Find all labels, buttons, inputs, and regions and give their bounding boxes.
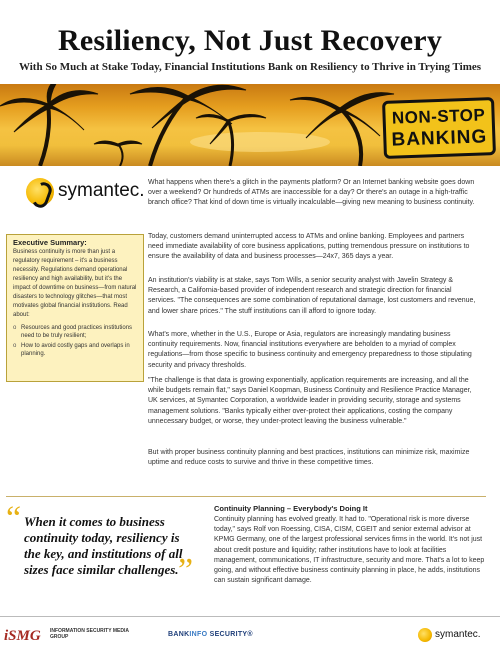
badge-line-1: NON-STOP bbox=[391, 105, 486, 128]
open-quote-icon: “ bbox=[6, 500, 22, 537]
article-paragraph: An institution's viability is at stake, says Tom Wills, a senior security analyst with Javelin Strategy & Research, a California-based provider of independent research and strategic direction for financial services. "The consequences are some combination of reputational damage, lost customers and revenue, and lower share prices." The stuff institutions can ill afford to ignore today. bbox=[148, 277, 476, 315]
executive-summary-heading: Executive Summary: bbox=[13, 238, 87, 247]
ismg-text: INFORMATION SECURITY MEDIA GROUP bbox=[50, 628, 129, 640]
footer bbox=[0, 616, 500, 644]
list-item: o Resources and good practices institutions need to be truly resilient; bbox=[13, 324, 137, 340]
section-paragraph: Continuity planning has evolved greatly. It had to. "Operational risk is more diverse today," says Rolf von Roessing, CISA, CISM, CGEIT and senior external advisor at KPMG Germany, one of the largest professional services firms in the world. It's not just about credit posture and liquidity; rather institutions have to look at facilities management, communications, IT infrastructure, security and more. That's a lot to keep going, and without effective business continuity planning in place, he adds, institutions can sustain significant damage. bbox=[214, 516, 485, 585]
pull-quote bbox=[6, 500, 202, 589]
article-paragraph: What happens when there's a glitch in the payments platform? Or an Internet banking website goes down over a weekend? Or hundreds of ATMs are inaccessible for a day? Or there's an outage in a high-traffic branch office? That kind of down time is virtually incalculable—giving new meaning to business continuity. bbox=[148, 179, 475, 207]
bank-info-security-logo bbox=[168, 631, 253, 638]
article-paragraph: What's more, whether in the U.S., Europe or Asia, regulators are increasingly mandating business continuity requirements. Now, financial institutions everywhere are beholden to a myriad of complex regulations—from those specific to business continuity and emergency preparedness to those stipulating security and privacy thresholds. bbox=[148, 331, 472, 369]
page-subtitle: With So Much at Stake Today, Financial Institutions Bank on Resiliency to Thrive in Trying Times bbox=[18, 61, 482, 73]
symantec-check-icon bbox=[418, 628, 432, 642]
footer-symantec-logo bbox=[418, 628, 498, 644]
badge-line-2: BANKING bbox=[391, 126, 488, 151]
executive-summary-box bbox=[6, 234, 144, 382]
article-paragraph: Today, customers demand uninterrupted access to ATMs and online banking. Employees and partners need immediate availability of core business applications, putting tremendous pressure on institutions to ensure the availability of data and business processes—24x7, 365 days a year. bbox=[148, 233, 470, 261]
ismg-logo bbox=[4, 627, 129, 644]
page-title: Resiliency, Not Just Recovery bbox=[57, 24, 443, 57]
bis-part-bank: BANK bbox=[168, 631, 190, 638]
bis-part-security: SECURITY® bbox=[209, 631, 253, 638]
bis-part-info: INFO bbox=[189, 631, 208, 638]
section-heading: Continuity Planning – Everybody's Doing It bbox=[214, 504, 368, 513]
executive-summary-list bbox=[13, 324, 137, 358]
footer-symantec-wordmark: symantec. bbox=[435, 629, 481, 640]
symantec-wordmark: symantec. bbox=[58, 180, 145, 201]
section-divider bbox=[6, 496, 486, 497]
list-item: o How to avoid costly gaps and overlaps in planning. bbox=[13, 342, 137, 358]
symantec-logo bbox=[26, 178, 146, 208]
close-quote-icon: ” bbox=[178, 552, 194, 589]
article-paragraph: "The challenge is that data is growing exponentially, application requirements are increasing, and all the while budgets remain flat," says Daniel Koopman, Business Continuity and Resilience Practice Manager, UK services, at Symantec Corporation, a worldwide leader in providing security, storage and systems management solutions. "Banks typically either over-protect their applications, costing the company unnecessary budget, or worse, they under-protect leaving the business vulnerable." bbox=[148, 377, 472, 425]
ismg-mark: iSMG bbox=[4, 628, 41, 644]
pull-quote-text: When it comes to business continuity today, resiliency is the key, and institutions of all sizes face similar challenges. bbox=[24, 514, 183, 577]
article-paragraph: But with proper business continuity planning and best practices, institutions can minimize risk, maximize uptime and reduce costs to survive and thrive in these competitive times. bbox=[148, 449, 470, 467]
symantec-check-icon bbox=[26, 178, 54, 206]
executive-summary-text: Business continuity is more than just a regulatory requirement – it's a business necessity. Regulations demand operational resiliency and high availability, but it's the impact of downtime on business—from natural disasters to technology glitches—that most motivates global financial institutions. Read about: bbox=[13, 249, 137, 318]
non-stop-banking-badge bbox=[382, 97, 496, 159]
